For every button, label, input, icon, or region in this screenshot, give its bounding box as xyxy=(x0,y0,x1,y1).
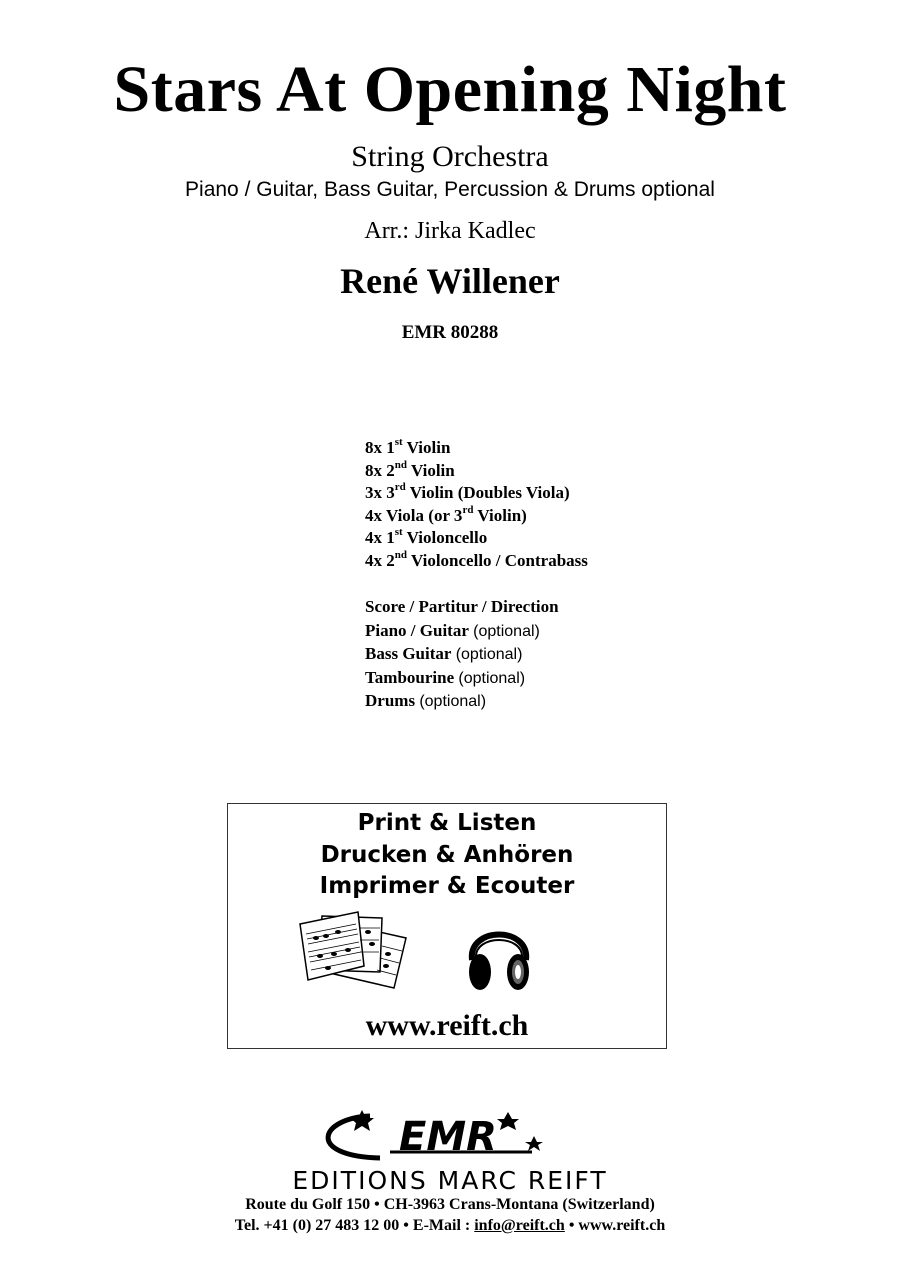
ordinal-suffix: st xyxy=(394,526,403,539)
ordinal-suffix: st xyxy=(394,436,403,449)
publisher-address: Route du Golf 150 • CH-3963 Crans-Montana (Switzerland) xyxy=(245,1196,655,1213)
list-item xyxy=(365,527,588,550)
ordinal-suffix: rd xyxy=(394,481,406,494)
list-item xyxy=(365,620,559,644)
part-name: Violin) xyxy=(477,505,527,525)
ordinal-suffix: nd xyxy=(394,548,407,561)
part-name: Violoncello / Contrabass xyxy=(410,550,588,570)
part-note: (optional) xyxy=(455,646,523,663)
part-count: 8x 2 xyxy=(365,460,395,480)
part-name: Score / Partitur / Direction xyxy=(365,597,559,616)
part-note: (optional) xyxy=(419,693,487,710)
promo-line-german: Drucken & Anhören xyxy=(320,842,574,868)
part-note: (optional) xyxy=(473,622,540,640)
publisher-name: EDITIONS MARC REIFT xyxy=(292,1166,608,1195)
list-item xyxy=(365,596,559,620)
part-count: 4x 1 xyxy=(365,528,395,547)
part-name: Violin xyxy=(406,438,451,457)
list-item xyxy=(365,460,588,483)
optional-instruments-line: Piano / Guitar, Bass Guitar, Percussion & Drums optional xyxy=(185,178,715,201)
emr-logo-text: EMR xyxy=(399,1114,497,1160)
part-count: 4x 2 xyxy=(365,550,395,570)
catalog-number: EMR 80288 xyxy=(401,322,499,343)
ordinal-suffix: rd xyxy=(462,503,474,516)
headphones-icon xyxy=(464,916,534,994)
part-name: Violin (Doubles Viola) xyxy=(409,483,570,502)
promo-line-french: Imprimer & Ecouter xyxy=(319,873,575,899)
list-item xyxy=(365,667,559,691)
string-parts-list xyxy=(365,437,588,572)
part-name: Piano / Guitar xyxy=(365,620,469,640)
sheet-music-icon xyxy=(298,910,410,990)
promo-line-english: Print & Listen xyxy=(357,810,537,836)
promo-website-link[interactable]: www.reift.ch xyxy=(365,1009,529,1042)
part-count: 4x Viola (or 3 xyxy=(365,505,463,525)
list-item xyxy=(365,643,559,667)
list-item xyxy=(365,482,588,505)
part-note: (optional) xyxy=(458,669,526,687)
website-text: • www.reift.ch xyxy=(564,1217,666,1234)
list-item xyxy=(365,437,588,460)
part-name: Tambourine xyxy=(365,667,455,687)
part-count: 8x 1 xyxy=(365,438,395,457)
arranger-credit: Arr.: Jirka Kadlec xyxy=(364,218,536,244)
list-item xyxy=(365,550,588,573)
email-link[interactable]: info@reift.ch xyxy=(474,1217,565,1234)
composer-name: René Willener xyxy=(340,261,560,301)
emr-logo xyxy=(250,1108,650,1168)
list-item xyxy=(365,505,588,528)
list-item xyxy=(365,690,559,714)
print-and-listen-box xyxy=(227,803,667,1049)
part-name: Bass Guitar xyxy=(365,644,452,663)
publisher-contact xyxy=(0,1217,900,1235)
part-name: Drums xyxy=(365,691,416,710)
extra-parts-list xyxy=(365,596,559,714)
part-count: 3x 3 xyxy=(365,483,395,502)
part-name: Violoncello xyxy=(406,528,488,547)
page-title: Stars At Opening Night xyxy=(113,53,787,126)
part-name: Violin xyxy=(410,460,455,480)
ensemble-subtitle: String Orchestra xyxy=(351,140,549,173)
phone-label: Tel. +41 (0) 27 483 12 00 • E-Mail : xyxy=(234,1217,475,1234)
ordinal-suffix: nd xyxy=(394,458,407,471)
